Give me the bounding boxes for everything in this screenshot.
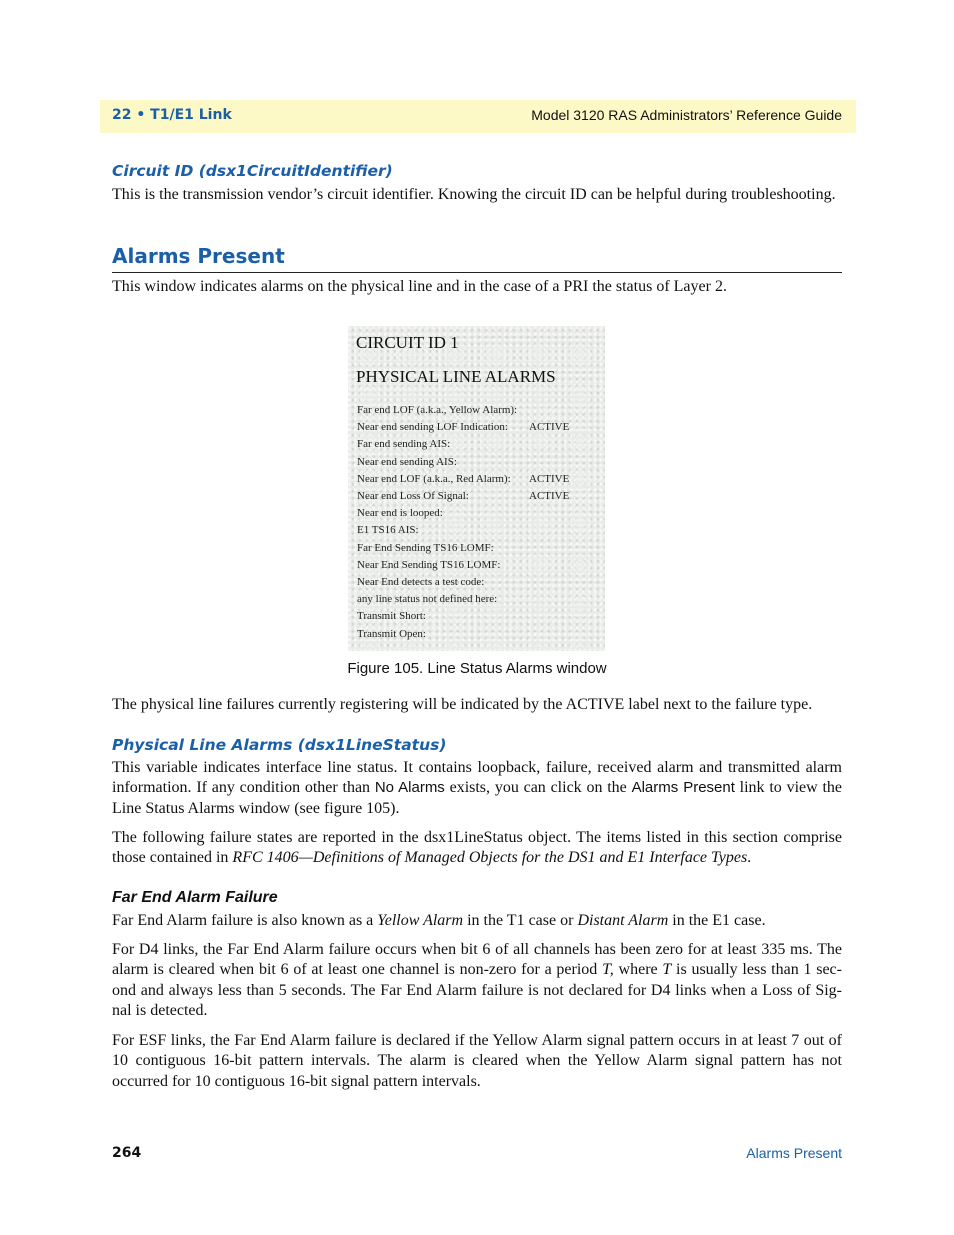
far-end-p1: [112, 911, 842, 931]
figure-caption: Figure 105. Line Status Alarms window: [347, 660, 607, 677]
text-run: The following failure states are reported in the dsx1LineStatus object. The items listed in this section comprise those contained in: [112, 829, 842, 867]
distant-alarm-term: Distant Alarm: [577, 912, 669, 929]
text-run: in the E1 case.: [668, 912, 766, 929]
alarms-present-link-label: Alarms Present: [631, 779, 735, 797]
alarm-label: Near end sending AIS:: [357, 455, 457, 468]
physical-line-alarms-p1: [112, 758, 842, 819]
no-alarms-label: No Alarms: [374, 779, 445, 797]
alarm-label: Near end LOF (a.k.a., Red Alarm):: [357, 472, 511, 485]
page-number: 264: [112, 1145, 142, 1161]
yellow-alarm-term: Yellow Alarm: [377, 912, 464, 929]
text-run: link to view the Line Status Alarms window (see figure 105).: [112, 779, 842, 817]
footer-section-title: Alarms Present: [746, 1145, 842, 1161]
alarm-label: Far End Sending TS16 LOMF:: [357, 541, 494, 554]
heading-rule: [112, 272, 842, 273]
text-run: For D4 links, the Far End Alarm failure occurs when bit 6 of all channels has been zero for at least 335 ms. The alarm is cleared when bit 6 of at least one channel is non-zero for a period: [112, 941, 842, 979]
physical-line-alarms-p2: [112, 828, 842, 869]
alarm-label: Transmit Open:: [357, 627, 426, 640]
alarm-label: Near end sending LOF Indication:: [357, 421, 508, 434]
alarm-status: ACTIVE: [529, 472, 570, 485]
alarms-present-heading: Alarms Present: [112, 244, 285, 268]
figure-circuit-title: CIRCUIT ID 1: [356, 333, 459, 352]
alarm-status: ACTIVE: [529, 490, 570, 502]
alarm-label: Near End Sending TS16 LOMF:: [357, 558, 501, 571]
line-status-alarms-window: [348, 326, 605, 651]
after-figure-text: The physical line failures currently registering will be indicated by the ACTIVE label next to the failure type.: [112, 696, 813, 713]
alarms-present-intro: This window indicates alarms on the physical line and in the case of a PRI the status of Layer 2.: [112, 278, 727, 295]
text-run: Far End Alarm failure is also known as a: [112, 912, 378, 929]
text-run: .: [747, 849, 752, 867]
text-run: This variable indicates interface line status. It contains loopback, failure, received alarm and transmitted alarm information. If any condition other than: [112, 759, 842, 797]
running-header: [100, 100, 856, 133]
circuit-id-body: This is the transmission vendor’s circuit identifier. Knowing the circuit ID can be helpful during troubleshooting.: [112, 186, 836, 203]
alarm-label: any line status not defined here:: [357, 593, 498, 606]
rfc-reference: RFC 1406—Definitions of Managed Objects for the DS1 and E1 Interface Types: [232, 849, 748, 867]
alarm-label: Far end sending AIS:: [357, 438, 451, 451]
alarm-label: Far end LOF (a.k.a., Yellow Alarm):: [357, 404, 518, 416]
text-run: exists, you can click on the: [444, 779, 632, 797]
physical-line-alarms-heading: Physical Line Alarms (dsx1LineStatus): [112, 736, 447, 754]
period-t: T: [662, 961, 672, 979]
far-end-p2: [112, 940, 842, 1021]
period-t: T,: [602, 961, 614, 979]
far-end-p3: For ESF links, the Far End Alarm failure is declared if the Yellow Alarm signal pattern occurs in at least 7 out of 10 contiguous 16-bit pattern intervals. The alarm is cleared when the Yellow Alarm signal pattern has not occurred for 10 contiguous 16-bit signal pattern intervals.: [112, 1032, 842, 1090]
alarm-label: E1 TS16 AIS:: [357, 524, 419, 537]
guide-title: Model 3120 RAS Administrators’ Reference Guide: [531, 107, 842, 123]
alarm-label: Near end is looped:: [357, 507, 443, 520]
chapter-label: 22 • T1/E1 Link: [112, 107, 232, 123]
text-run: in the T1 case or: [463, 912, 578, 929]
far-end-alarm-heading: Far End Alarm Failure: [112, 889, 278, 906]
alarm-label: Near end Loss Of Signal:: [357, 490, 469, 502]
alarm-label: Near End detects a test code:: [357, 576, 485, 588]
text-run: where: [613, 961, 663, 979]
text-run: is usually less than 1 sec-ond and always less than 5 seconds. The Far End Alarm failure is not declared for D4 links when a Loss of Sig-nal is detected.: [112, 961, 842, 1019]
circuit-id-heading: Circuit ID (dsx1CircuitIdentifier): [112, 162, 393, 180]
alarm-status: ACTIVE: [529, 421, 570, 434]
figure-alarms-title: PHYSICAL LINE ALARMS: [356, 367, 556, 386]
alarm-label: Transmit Short:: [357, 610, 426, 623]
